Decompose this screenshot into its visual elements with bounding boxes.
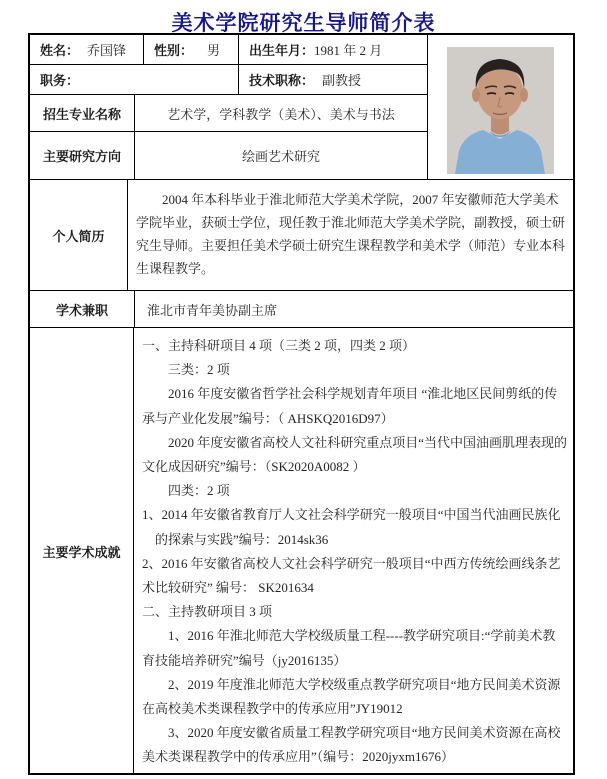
text-line: 美术类课程教学中的传承应用”（编号：2020jyxm1676） (141, 749, 454, 765)
photo-cell (428, 35, 573, 179)
text-line: 二、主持教研项目 3 项 (141, 604, 272, 620)
text-line: 四类：2 项 (167, 483, 230, 499)
row-major (30, 95, 427, 132)
top-section (30, 35, 573, 180)
row-academic-parttime (30, 291, 573, 328)
basic-info-rows (30, 35, 428, 179)
gender-label: 性别： (154, 43, 194, 58)
tech-title-value: 副教授 (322, 73, 362, 88)
text-line: 究生导师。主要担任美术学硕士研究生课程教学和美术学（师范）专业本科 (135, 238, 565, 253)
row-duty-title (30, 65, 427, 95)
tech-title-label: 技术职称： (249, 73, 315, 88)
text-line: 一、主持科研项目 4 项（三类 2 项，四类 2 项） (141, 338, 415, 353)
profile-table (28, 33, 575, 775)
achievements-text (134, 328, 573, 774)
name-cell (30, 35, 144, 64)
text-line: 育技能培养研究”编号（jy2016135） (141, 652, 347, 668)
achievements-label: 主要学术成就 (30, 328, 134, 774)
resume-label: 个人简历 (30, 180, 128, 290)
name-value: 乔国锋 (87, 43, 127, 58)
row-resume (30, 180, 573, 291)
text-line: 在高校美术类课程教学中的传承应用”JY19012 (141, 701, 403, 717)
duty-label: 职务： (40, 73, 80, 88)
text-line: 三类：2 项 (167, 362, 230, 378)
text-line: 文化成因研究”编号：（SK2020A0082 ） (141, 459, 366, 475)
name-label: 姓名： (40, 43, 80, 58)
text-line: 承与产业化发展”编号：（ AHSKQ2016D97） (141, 410, 394, 426)
birth-cell (239, 35, 427, 64)
major-value: 艺术学，学科教学（美术）、美术与书法 (167, 106, 395, 122)
portrait-photo (447, 47, 554, 174)
text-line: 2、2016 年安徽省高校人文社会科学研究一般项目“中西方传统绘画线条艺 (141, 555, 561, 571)
page-title: 美术学院研究生导师简介表 (171, 12, 436, 35)
text-line: 1、2016 年淮北师范大学校级质量工程----教学研究项目:“学前美术教 (167, 628, 556, 644)
text-line: 学院毕业，获硕士学位，现任教于淮北师范大学美术学院，副教授，硕士研 (135, 215, 565, 230)
row-research-direction (30, 132, 427, 179)
text-line: 2、2019 年度淮北师范大学校级重点教学研究项目“地方民间美术资源 (167, 676, 561, 692)
parttime-label: 学术兼职 (30, 291, 135, 327)
resume-text (128, 180, 573, 290)
text-line: 1、2014 年安徽省教育厅人文社会科学研究一般项目“中国当代油画民族化 (141, 507, 561, 523)
birth-value: 1981 年 2 月 (314, 43, 383, 58)
gender-cell (144, 35, 239, 64)
research-direction-label: 主要研究方向 (30, 132, 135, 179)
tech-title-cell (239, 65, 427, 94)
text-line: 生课程教学。 (135, 261, 214, 276)
text-line: 2016 年度安徽省哲学社会科学规划青年项目 “淮北地区民间剪纸的传 (167, 386, 558, 402)
text-line: 2020 年度安徽省高校人文社科研究重点项目“当代中国油画肌理表现的 (167, 434, 567, 450)
gender-value: 男 (207, 43, 221, 58)
row-name-gender-birth (30, 35, 427, 65)
text-line: 的探索与实践”编号：2014sk36 (154, 531, 329, 547)
duty-cell (30, 65, 239, 94)
birth-label: 出生年月： (249, 43, 315, 58)
text-line: 术比较研究” 编号： SK201634 (141, 580, 314, 596)
text-line: 3、2020 年度安徽省质量工程教学研究项目“地方民间美术资源在高校 (167, 725, 561, 741)
parttime-value: 淮北市青年美协副主席 (147, 302, 278, 318)
text-line: 2004 年本科毕业于淮北师范大学美术学院，2007 年安徽师范大学美术 (161, 192, 559, 207)
research-direction-value: 绘画艺术研究 (241, 149, 320, 164)
major-label: 招生专业名称 (30, 95, 135, 131)
row-achievements (30, 328, 573, 774)
